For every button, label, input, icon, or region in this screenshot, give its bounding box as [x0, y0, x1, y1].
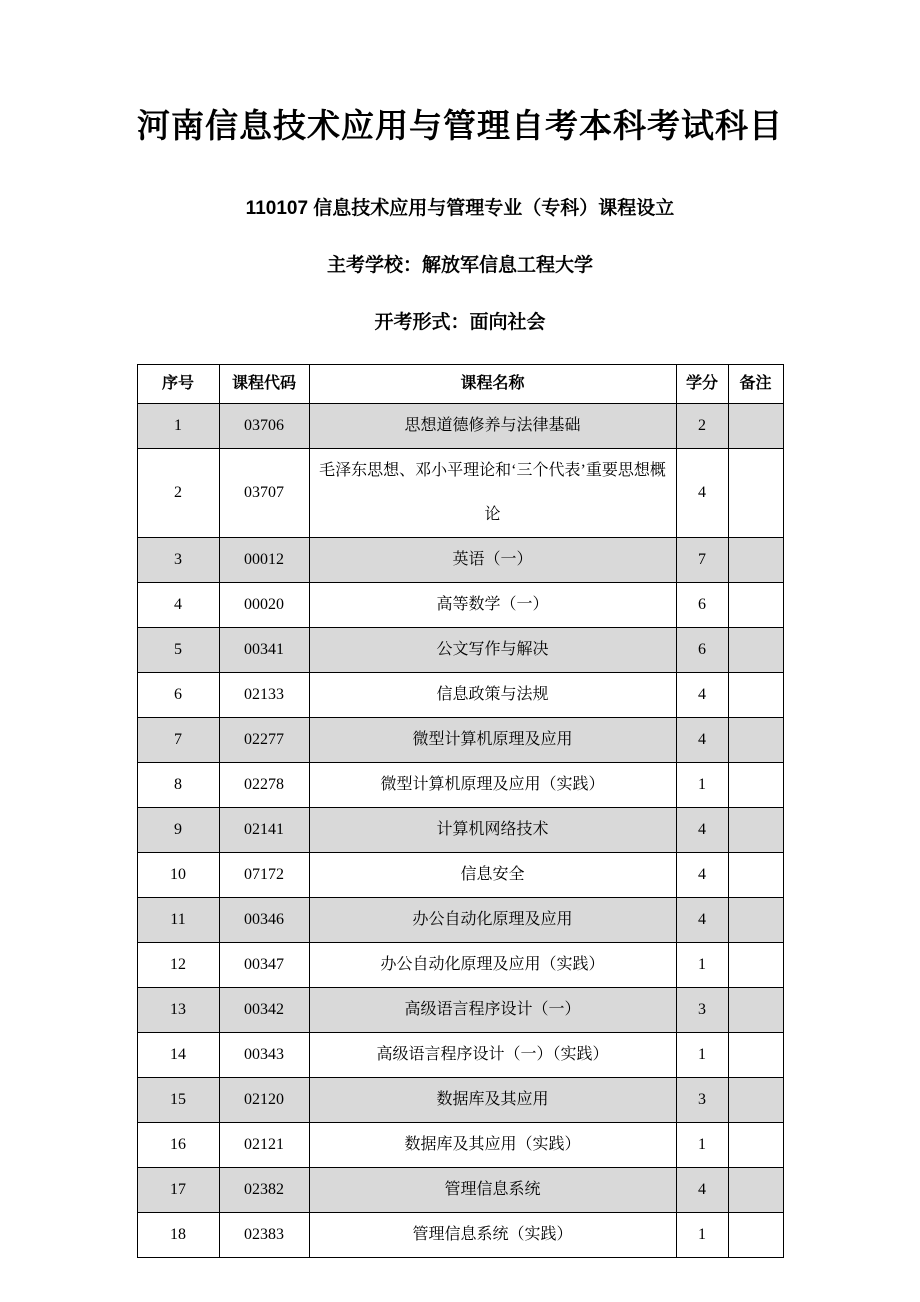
cell-note [728, 808, 783, 853]
cell-note [728, 449, 783, 538]
cell-no: 10 [137, 853, 219, 898]
cell-note [728, 404, 783, 449]
cell-course-name: 计算机网络技术 [309, 808, 676, 853]
cell-course-name: 微型计算机原理及应用 [309, 718, 676, 763]
cell-course-code: 02383 [219, 1213, 309, 1258]
header-note: 备注 [728, 365, 783, 404]
cell-credit: 1 [676, 763, 728, 808]
cell-no: 8 [137, 763, 219, 808]
cell-credit: 6 [676, 583, 728, 628]
cell-course-code: 03707 [219, 449, 309, 538]
table-row [137, 583, 783, 628]
table-row [137, 673, 783, 718]
cell-no: 3 [137, 538, 219, 583]
cell-credit: 4 [676, 808, 728, 853]
table-row [137, 898, 783, 943]
cell-no: 6 [137, 673, 219, 718]
table-row [137, 1078, 783, 1123]
table-row [137, 1168, 783, 1213]
cell-course-name: 数据库及其应用 [309, 1078, 676, 1123]
header-course-code: 课程代码 [219, 365, 309, 404]
subtitle-school: 主考学校：解放军信息工程大学 [326, 255, 593, 276]
cell-course-name: 数据库及其应用（实践） [309, 1123, 676, 1168]
cell-no: 2 [137, 449, 219, 538]
table-row [137, 808, 783, 853]
cell-course-name: 毛泽东思想、邓小平理论和‘三个代表’重要思想概论 [309, 449, 676, 538]
cell-note [728, 628, 783, 673]
cell-no: 14 [137, 1033, 219, 1078]
cell-note [728, 1213, 783, 1258]
cell-credit: 1 [676, 1213, 728, 1258]
cell-note [728, 1123, 783, 1168]
cell-credit: 6 [676, 628, 728, 673]
header-no: 序号 [137, 365, 219, 404]
cell-course-code: 02382 [219, 1168, 309, 1213]
table-row [137, 1033, 783, 1078]
cell-course-name: 公文写作与解决 [309, 628, 676, 673]
cell-course-code: 00346 [219, 898, 309, 943]
cell-course-code: 02277 [219, 718, 309, 763]
table-row [137, 943, 783, 988]
cell-credit: 4 [676, 1168, 728, 1213]
cell-course-code: 00342 [219, 988, 309, 1033]
subtitle-exam-form: 开考形式：面向社会 [374, 312, 546, 333]
cell-note [728, 853, 783, 898]
table-row [137, 988, 783, 1033]
cell-no: 15 [137, 1078, 219, 1123]
cell-course-name: 思想道德修养与法律基础 [309, 404, 676, 449]
cell-no: 16 [137, 1123, 219, 1168]
table-row [137, 538, 783, 583]
cell-course-name: 管理信息系统（实践） [309, 1213, 676, 1258]
table-row [137, 628, 783, 673]
cell-credit: 4 [676, 853, 728, 898]
course-table-body [137, 404, 783, 1258]
subtitle-program: 110107 信息技术应用与管理专业（专科）课程设立 [245, 198, 675, 219]
cell-no: 7 [137, 718, 219, 763]
cell-course-code: 02141 [219, 808, 309, 853]
cell-course-name: 办公自动化原理及应用 [309, 898, 676, 943]
cell-no: 12 [137, 943, 219, 988]
page-title: 河南信息技术应用与管理自考本科考试科目 [137, 107, 783, 144]
cell-credit: 4 [676, 449, 728, 538]
cell-course-code: 00343 [219, 1033, 309, 1078]
cell-credit: 1 [676, 1123, 728, 1168]
course-table [137, 364, 784, 1258]
cell-credit: 1 [676, 1033, 728, 1078]
table-row [137, 449, 783, 538]
cell-course-code: 07172 [219, 853, 309, 898]
cell-no: 13 [137, 988, 219, 1033]
cell-course-name: 信息安全 [309, 853, 676, 898]
table-header-row [137, 365, 783, 404]
cell-course-code: 03706 [219, 404, 309, 449]
cell-course-name: 微型计算机原理及应用（实践） [309, 763, 676, 808]
cell-credit: 3 [676, 988, 728, 1033]
cell-note [728, 583, 783, 628]
cell-course-name: 信息政策与法规 [309, 673, 676, 718]
cell-note [728, 1168, 783, 1213]
cell-course-code: 00341 [219, 628, 309, 673]
cell-credit: 3 [676, 1078, 728, 1123]
cell-credit: 1 [676, 943, 728, 988]
cell-course-code: 00020 [219, 583, 309, 628]
cell-note [728, 1078, 783, 1123]
table-row [137, 1213, 783, 1258]
cell-course-name: 高级语言程序设计（一） [309, 988, 676, 1033]
cell-note [728, 898, 783, 943]
table-row [137, 763, 783, 808]
cell-credit: 4 [676, 718, 728, 763]
cell-course-code: 02121 [219, 1123, 309, 1168]
cell-course-name: 办公自动化原理及应用（实践） [309, 943, 676, 988]
cell-credit: 4 [676, 673, 728, 718]
cell-note [728, 763, 783, 808]
cell-no: 18 [137, 1213, 219, 1258]
cell-course-code: 02278 [219, 763, 309, 808]
cell-no: 5 [137, 628, 219, 673]
header-credit: 学分 [676, 365, 728, 404]
cell-note [728, 673, 783, 718]
cell-course-name: 英语（一） [309, 538, 676, 583]
cell-course-code: 00347 [219, 943, 309, 988]
cell-no: 4 [137, 583, 219, 628]
table-row [137, 853, 783, 898]
cell-no: 11 [137, 898, 219, 943]
cell-note [728, 718, 783, 763]
table-row [137, 404, 783, 449]
cell-no: 17 [137, 1168, 219, 1213]
table-row [137, 1123, 783, 1168]
cell-note [728, 1033, 783, 1078]
cell-credit: 7 [676, 538, 728, 583]
table-row [137, 718, 783, 763]
cell-credit: 4 [676, 898, 728, 943]
cell-note [728, 538, 783, 583]
cell-course-name: 高等数学（一） [309, 583, 676, 628]
cell-no: 1 [137, 404, 219, 449]
cell-note [728, 988, 783, 1033]
cell-course-code: 02120 [219, 1078, 309, 1123]
cell-course-name: 管理信息系统 [309, 1168, 676, 1213]
cell-course-code: 02133 [219, 673, 309, 718]
cell-no: 9 [137, 808, 219, 853]
cell-course-code: 00012 [219, 538, 309, 583]
cell-course-name: 高级语言程序设计（一）（实践） [309, 1033, 676, 1078]
cell-credit: 2 [676, 404, 728, 449]
cell-note [728, 943, 783, 988]
header-course-name: 课程名称 [309, 365, 676, 404]
